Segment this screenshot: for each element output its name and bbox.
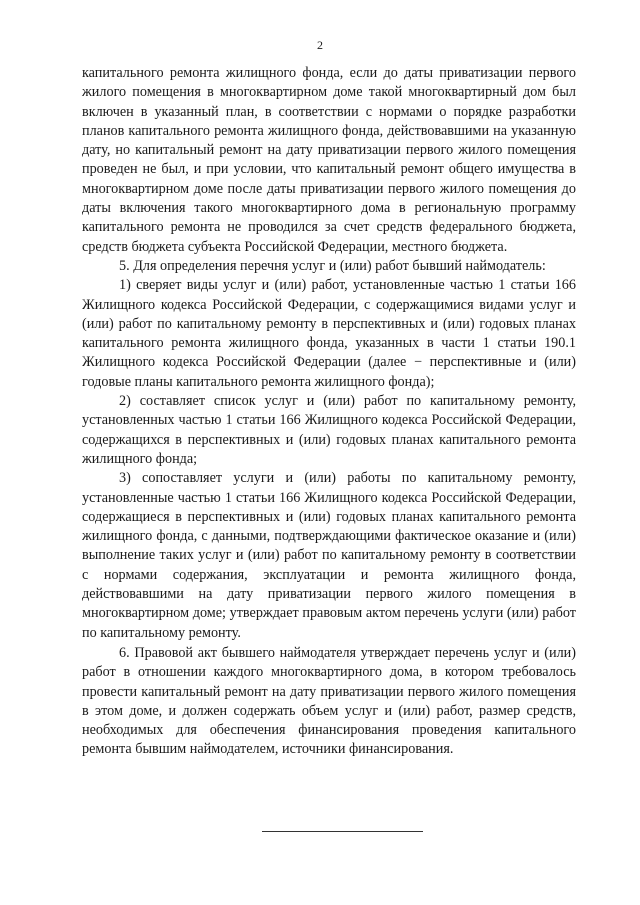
paragraph-item-6: 6. Правовой акт бывшего наймодателя утверждает перечень услуг и (или) работ в отношении каждого многоквартирного дома, в котором требовалось провести капитальный ремонт на дату приватизации первого жилого помещения в этом доме, и должен содержать объем услуг и (или) работ, размер средств, необходимых для обеспечения финансирования проведения капитального ремонта бывшим наймодателем, источники финансирования. bbox=[82, 644, 576, 758]
paragraph-continuation: капитального ремонта жилищного фонда, если до даты приватизации первого жилого помещения в многоквартирном доме такой многоквартирный дом был включен в указанный план, в соответствии с нормами о порядке разработки планов капитального ремонта жилищного фонда, действовавшими на указанную дату, но капитальный ремонт на дату приватизации первого жилого помещения проведен не был, и при условии, что капитальный ремонт общего имущества в многоквартирном доме после даты приватизации первого жилого помещения до даты включения такого многоквартирного дома в региональную программу капитального ремонта не проводился за счет средств федерального бюджета, средств бюджета субъекта Российской Федерации, местного бюджета. bbox=[82, 65, 576, 255]
paragraph-item-5-2: 2) составляет список услуг и (или) работ по капитальному ремонту, установленных частью 1 статьи 166 Жилищного кодекса Российской Федерации, содержащихся в перспективных и (или) годовых планах капитального ремонта жилищного фонда; bbox=[82, 393, 576, 467]
closing-divider-line bbox=[262, 831, 423, 832]
paragraph-item-5-3: 3) сопоставляет услуги и (или) работы по капитальному ремонту, установленные частью 1 статьи 166 Жилищного кодекса Российской Федерации, содержащиеся в перспективных и (или) годовых планах капитального ремонта жилищного фонда, с данными, подтверждающими фактическое оказание и (или) выполнение таких услуг и (или) работ по капитальному ремонту в соответствии с нормами содержания, эксплуатации и ремонта жилищного фонда, действовавшими на дату приватизации первого жилого помещения в многоквартирном доме; утверждает правовым актом перечень услуги (или) работ по капитальному ремонту. bbox=[82, 470, 576, 641]
paragraph-item-5: 5. Для определения перечня услуг и (или) работ бывший наймодатель: bbox=[119, 257, 546, 274]
page-number: 2 bbox=[317, 38, 323, 52]
paragraph-item-5-1: 1) сверяет виды услуг и (или) работ, установленные частью 1 статьи 166 Жилищного кодекса Российской Федерации, с содержащимися видами услуг и (или) работ по капитальному ремонту в перспективных и (или) годовых планах капитального ремонта жилищного фонда, указанных в части 1 статьи 190.1 Жилищного кодекса Российской Федерации (далее − перспективные и (или) годовые планы капитального ремонта жилищного фонда); bbox=[82, 277, 576, 390]
document-body bbox=[82, 64, 576, 760]
